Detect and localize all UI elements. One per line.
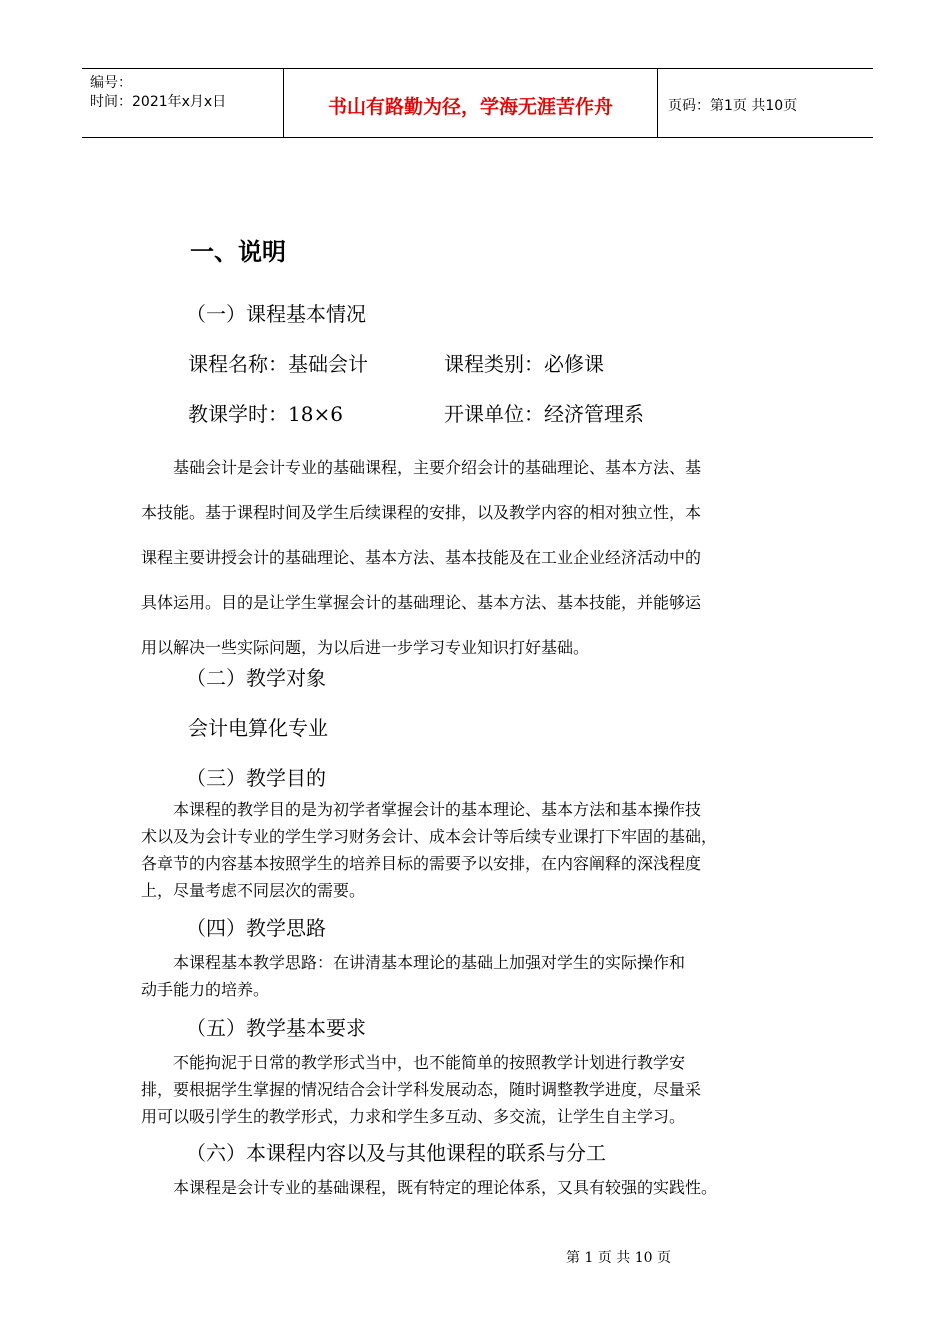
paragraph-line: 本课程基本教学思路：在讲清基本理论的基础上加强对学生的实际操作和 <box>141 953 686 972</box>
paragraph-approach <box>141 949 813 1003</box>
paragraph-requirements <box>141 1049 813 1130</box>
paragraph-line: 排，要根据学生掌握的情况结合会计学科发展动态，随时调整教学进度，尽量采 <box>141 1080 702 1099</box>
header-page-info: 页码：第1页 共10页 <box>668 98 798 114</box>
course-hours: 教课学时：18×6 <box>188 402 343 426</box>
course-type: 课程类别：必修课 <box>444 352 604 376</box>
paragraph-line: 术以及为会计专业的学生学习财务会计、成本会计等后续专业课打下牢固的基础， <box>141 827 718 846</box>
audience-text: 会计电算化专业 <box>188 716 328 740</box>
heading-audience: （二）教学对象 <box>186 666 326 690</box>
paragraph-line: 基础会计是会计专业的基础课程，主要介绍会计的基础理论、基本方法、基 <box>141 458 702 477</box>
paragraph-line: 用以解决一些实际问题，为以后进一步学习专业知识打好基础。 <box>141 638 590 657</box>
course-name: 课程名称：基础会计 <box>188 352 368 376</box>
paragraph-line: 不能拘泥于日常的教学形式当中，也不能简单的按照教学计划进行教学安 <box>141 1053 686 1072</box>
section-title: 一、说明 <box>190 238 286 266</box>
paragraph-intro <box>141 445 813 670</box>
heading-relations: （六）本课程内容以及与其他课程的联系与分工 <box>186 1141 606 1165</box>
paragraph-line: 本课程是会计专业的基础课程，既有特定的理论体系，又具有较强的实践性。 <box>141 1178 718 1197</box>
header-motto: 书山有路勤为径，学海无涯苦作舟 <box>284 69 658 137</box>
header-meta-cell <box>82 69 284 137</box>
time-label: 时间：2021年x月x日 <box>90 94 227 110</box>
heading-requirements: （五）教学基本要求 <box>186 1016 366 1040</box>
heading-approach: （四）教学思路 <box>186 916 326 940</box>
paragraph-line: 本技能。基于课程时间及学生后续课程的安排，以及教学内容的相对独立性，本 <box>141 503 702 522</box>
code-label: 编号： <box>90 75 132 91</box>
paragraph-line: 本课程的教学目的是为初学者掌握会计的基本理论、基本方法和基本操作技 <box>141 800 702 819</box>
paragraph-objective <box>141 796 813 904</box>
paragraph-line: 用可以吸引学生的教学形式，力求和学生多互动、多交流，让学生自主学习。 <box>141 1107 686 1126</box>
paragraph-line: 具体运用。目的是让学生掌握会计的基础理论、基本方法、基本技能，并能够运 <box>141 593 702 612</box>
heading-course-basics: （一）课程基本情况 <box>186 302 366 326</box>
paragraph-relations <box>141 1174 813 1201</box>
paragraph-line: 课程主要讲授会计的基础理论、基本方法、基本技能及在工业企业经济活动中的 <box>141 548 702 567</box>
page-header <box>82 68 873 138</box>
paragraph-line: 动手能力的培养。 <box>141 980 270 999</box>
paragraph-line: 上，尽量考虑不同层次的需要。 <box>141 881 366 900</box>
heading-objective: （三）教学目的 <box>186 766 326 790</box>
course-dept: 开课单位：经济管理系 <box>444 402 644 426</box>
paragraph-line: 各章节的内容基本按照学生的培养目标的需要予以安排，在内容阐释的深浅程度 <box>141 854 702 873</box>
page-footer: 第 1 页 共 10 页 <box>566 1250 671 1266</box>
